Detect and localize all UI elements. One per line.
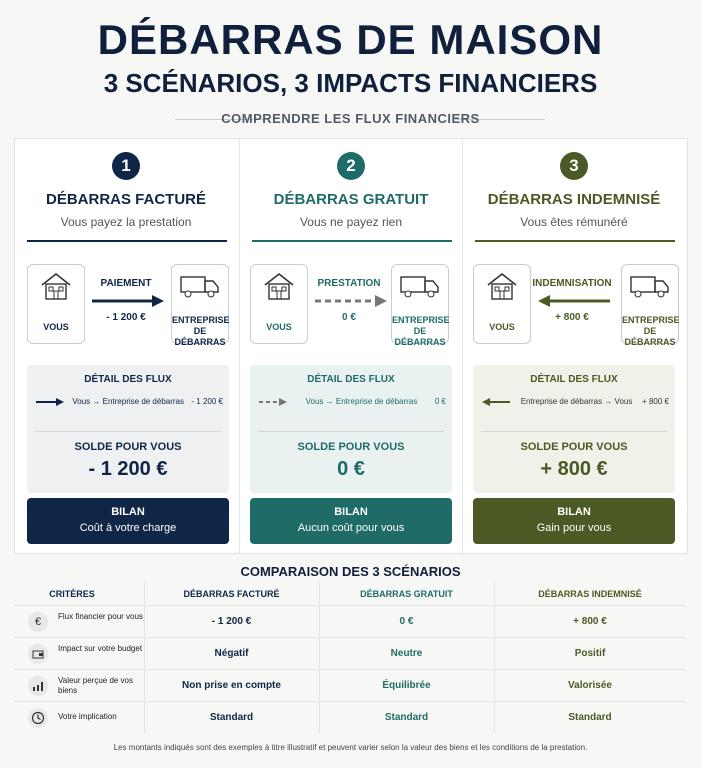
summary-card — [27, 498, 229, 544]
summary-card — [250, 498, 452, 544]
step-number-badge: 3 — [560, 152, 588, 180]
divider — [258, 431, 444, 432]
scenario-column-1 — [15, 139, 237, 553]
table-cell: Standard — [384, 712, 429, 723]
divider — [481, 431, 667, 432]
page-title: DÉBARRAS DE MAISON — [97, 16, 604, 63]
scenario-title: DÉBARRAS FACTURÉ — [45, 191, 206, 208]
table-cell: - 1 200 € — [211, 616, 252, 627]
flow-value: + 800 € — [555, 312, 589, 323]
criterion-label: Votre implication — [58, 712, 117, 721]
balance-value: - 1 200 € — [88, 458, 168, 480]
detail-flux: Vous → Entreprise de débarras — [305, 397, 418, 406]
truck-icon — [172, 271, 228, 304]
table-header — [14, 583, 686, 605]
table-cell: Positif — [574, 648, 606, 659]
balance-value: 0 € — [337, 458, 365, 480]
header-cell: DÉBARRAS GRATUIT — [360, 589, 453, 599]
detail-flux: Vous → Entreprise de débarras — [72, 397, 185, 406]
truck-icon — [392, 271, 448, 304]
arrow-right-icon — [35, 398, 65, 406]
dashed-arrow-right-icon — [258, 398, 288, 406]
table-cell: 0 € — [399, 616, 414, 627]
disclaimer: Les montants indiqués sont des exemples à titre illustratif et peuvent varier selon la valeur des biens et les conditions de la prestation. — [113, 743, 588, 752]
summary-text: Coût à votre charge — [79, 522, 177, 534]
you-label: VOUS — [489, 322, 515, 332]
criterion-label: Flux financier pour vous — [58, 612, 143, 621]
company-label-line2: DE DÉBARRAS — [174, 326, 226, 347]
flow-value: - 1 200 € — [106, 312, 146, 323]
you-box — [27, 264, 85, 344]
criterion-label: Valeur perçue de vos biens — [58, 676, 134, 695]
scenario-column-2 — [239, 139, 462, 553]
comparison-title: COMPARAISON DES 3 SCÉNARIOS — [240, 564, 461, 579]
euro-icon: € — [28, 612, 48, 632]
clock-icon — [28, 708, 48, 728]
divider — [27, 240, 227, 242]
you-box — [473, 264, 531, 344]
page-subtitle: 3 SCÉNARIOS, 3 IMPACTS FINANCIERS — [103, 68, 598, 98]
truck-icon — [622, 271, 678, 304]
arrow-left-icon — [536, 294, 612, 308]
company-label — [172, 315, 228, 348]
scenarios-panel — [14, 138, 688, 554]
table-row — [14, 637, 686, 670]
table-cell: Non prise en compte — [182, 680, 281, 691]
scenario-column-3 — [462, 139, 685, 553]
arrow-left-icon — [481, 398, 511, 406]
company-label — [622, 315, 678, 348]
company-label — [392, 315, 448, 348]
company-box — [171, 264, 230, 347]
detail-flux: Entreprise de débarras → Vous — [520, 397, 633, 406]
detail-row — [258, 397, 446, 406]
header-cell: DÉBARRAS FACTURÉ — [183, 589, 280, 599]
divider — [252, 240, 452, 242]
table-cell: + 800 € — [573, 616, 607, 627]
company-box — [621, 264, 680, 347]
step-number-badge: 2 — [337, 152, 365, 180]
arrow-right-icon — [90, 294, 166, 308]
summary-card — [473, 498, 675, 544]
detail-row — [35, 397, 223, 406]
company-label-line1: ENTREPRISE — [392, 315, 450, 325]
table-row — [14, 701, 686, 734]
table-row — [14, 605, 686, 638]
flow-label: INDEMNISATION — [532, 278, 612, 289]
table-cell: Équilibrée — [382, 680, 431, 691]
flux-detail-card — [27, 365, 229, 493]
detail-title: DÉTAIL DES FLUX — [307, 374, 395, 385]
flow-label: PAIEMENT — [100, 278, 152, 289]
flux-detail-card — [250, 365, 452, 493]
summary-title: BILAN — [334, 506, 368, 518]
you-box — [250, 264, 308, 344]
step-number-badge: 1 — [112, 152, 140, 180]
divider — [475, 240, 675, 242]
table-cell: Standard — [209, 712, 254, 723]
table-cell: Standard — [568, 712, 612, 723]
header-cell: CRITÈRES — [49, 589, 95, 599]
company-label-line1: ENTREPRISE — [622, 315, 680, 325]
detail-amount: - 1 200 € — [191, 397, 223, 406]
detail-amount: 0 € — [434, 397, 446, 406]
divider — [35, 431, 221, 432]
scenario-description: Vous ne payez rien — [299, 215, 403, 229]
table-cell: Valorisée — [568, 680, 612, 691]
criterion-label: Impact sur votre budget — [58, 644, 143, 653]
company-label-line2: DE DÉBARRAS — [394, 326, 446, 347]
table-cell: Neutre — [390, 648, 423, 659]
header-cell: DÉBARRAS INDEMNISÉ — [538, 589, 642, 599]
detail-amount: + 800 € — [642, 397, 669, 406]
you-label: VOUS — [43, 322, 69, 332]
flow-label: PRESTATION — [317, 278, 381, 289]
flux-detail-card — [473, 365, 675, 493]
balance-title: SOLDE POUR VOUS — [297, 441, 405, 453]
flow-value: 0 € — [342, 312, 356, 323]
dashed-arrow-right-icon — [313, 294, 389, 308]
scenario-title: DÉBARRAS GRATUIT — [273, 191, 429, 208]
company-box — [391, 264, 450, 347]
scenario-description: Vous payez la prestation — [60, 215, 192, 229]
scenario-title: DÉBARRAS INDEMNISÉ — [487, 191, 661, 208]
balance-title: SOLDE POUR VOUS — [520, 441, 628, 453]
company-label-line2: DE DÉBARRAS — [624, 326, 676, 347]
summary-title: BILAN — [111, 506, 145, 518]
table-row — [14, 669, 686, 702]
balance-value: + 800 € — [540, 458, 608, 480]
you-label: VOUS — [266, 322, 292, 332]
detail-title: DÉTAIL DES FLUX — [530, 374, 618, 385]
detail-title: DÉTAIL DES FLUX — [84, 374, 172, 385]
chart-icon — [28, 676, 48, 696]
summary-text: Aucun coût pour vous — [297, 522, 405, 534]
balance-title: SOLDE POUR VOUS — [74, 441, 182, 453]
scenario-description: Vous êtes rémunéré — [520, 215, 628, 229]
section-title: COMPRENDRE LES FLUX FINANCIERS — [221, 111, 480, 126]
company-label-line1: ENTREPRISE — [172, 315, 230, 325]
summary-title: BILAN — [557, 506, 591, 518]
detail-row — [481, 397, 669, 406]
wallet-icon — [28, 644, 48, 664]
summary-text: Gain pour vous — [536, 522, 612, 534]
table-cell: Négatif — [214, 648, 249, 659]
